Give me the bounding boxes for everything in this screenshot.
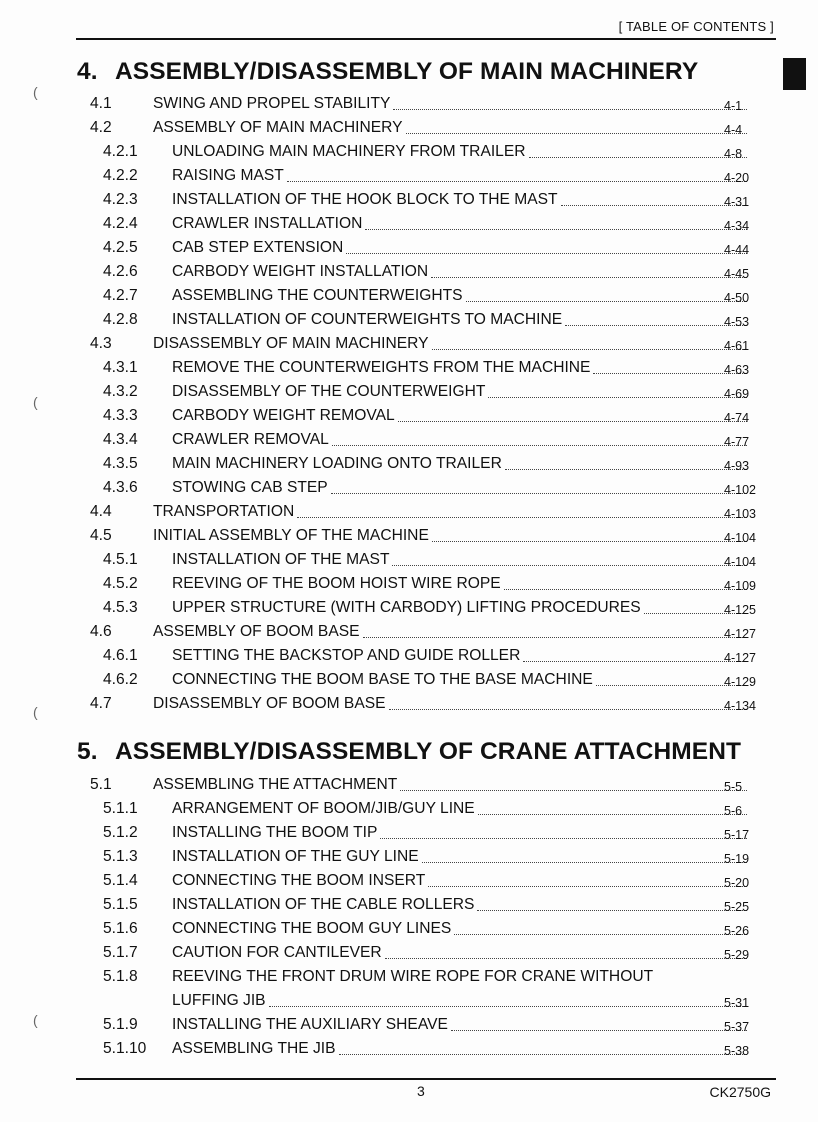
toc-entry-title: CONNECTING THE BOOM GUY LINES bbox=[172, 920, 452, 937]
toc-entry[interactable] bbox=[0, 967, 818, 991]
dot-leader bbox=[561, 204, 747, 206]
toc-entry-page: 4-53 bbox=[724, 315, 750, 329]
toc-entry-title: SETTING THE BACKSTOP AND GUIDE ROLLER bbox=[172, 647, 521, 664]
toc-entry-number: 4.5.3 bbox=[103, 599, 138, 616]
toc-entry-leader bbox=[172, 286, 750, 306]
toc-entry-title: CAUTION FOR CANTILEVER bbox=[172, 944, 382, 961]
toc-entry-title: INSTALLATION OF THE CABLE ROLLERS bbox=[172, 896, 475, 913]
toc-entry-leader bbox=[172, 598, 750, 618]
toc-entry[interactable] bbox=[0, 622, 818, 646]
toc-entry-leader bbox=[172, 799, 750, 819]
toc-entry-leader bbox=[153, 622, 750, 642]
dot-leader bbox=[406, 132, 747, 134]
toc-entry[interactable] bbox=[0, 190, 818, 214]
toc-entry-page: 4-127 bbox=[724, 627, 756, 641]
toc-entry-leader bbox=[172, 142, 750, 162]
toc-entry-number: 4.6 bbox=[90, 623, 112, 640]
toc-entry-number: 4.3.4 bbox=[103, 431, 138, 448]
toc-entry-title: CRAWLER REMOVAL bbox=[172, 431, 329, 448]
dot-leader bbox=[392, 564, 747, 566]
toc-entry-title: RAISING MAST bbox=[172, 167, 284, 184]
toc-entry-leader bbox=[172, 943, 750, 963]
dot-leader bbox=[385, 957, 747, 959]
header-label: [ TABLE OF CONTENTS ] bbox=[618, 19, 774, 34]
dot-leader bbox=[428, 885, 747, 887]
toc-entry[interactable] bbox=[0, 943, 818, 967]
dot-leader bbox=[339, 1053, 748, 1055]
toc-entry-leader bbox=[172, 166, 750, 186]
toc-entry-leader bbox=[172, 991, 750, 1011]
toc-entry-page: 5-37 bbox=[724, 1020, 750, 1034]
model-number: CK2750G bbox=[709, 1084, 771, 1100]
toc-entry-number: 4.1 bbox=[90, 95, 112, 112]
dot-leader bbox=[523, 660, 747, 662]
section-tab-marker bbox=[783, 58, 806, 90]
toc-entry-title: REMOVE THE COUNTERWEIGHTS FROM THE MACHINE bbox=[172, 359, 591, 376]
toc-entry-title: MAIN MACHINERY LOADING ONTO TRAILER bbox=[172, 455, 502, 472]
toc-entry[interactable] bbox=[0, 166, 818, 190]
toc-entry-title: LUFFING JIB bbox=[172, 992, 266, 1009]
dot-leader bbox=[505, 468, 747, 470]
toc-entry-number: 4.5 bbox=[90, 527, 112, 544]
dot-leader bbox=[287, 180, 747, 182]
toc-entry-page: 4-1 bbox=[724, 99, 743, 113]
toc-entry-title: CARBODY WEIGHT INSTALLATION bbox=[172, 263, 429, 280]
binder-hole-mark: ( bbox=[33, 1012, 38, 1028]
chapter-number: 4. bbox=[77, 58, 98, 85]
toc-entry-page: 4-127 bbox=[724, 651, 756, 665]
toc-entry[interactable] bbox=[0, 526, 818, 550]
toc-entry-number: 5.1.9 bbox=[103, 1016, 138, 1033]
binder-hole-mark: ( bbox=[33, 704, 38, 720]
toc-entry-page: 4-104 bbox=[724, 555, 756, 569]
toc-entry-title: DISASSEMBLY OF THE COUNTERWEIGHT bbox=[172, 383, 486, 400]
toc-entry-title: ARRANGEMENT OF BOOM/JIB/GUY LINE bbox=[172, 800, 475, 817]
toc-entry-leader bbox=[172, 646, 750, 666]
toc-entry-number: 4.3.3 bbox=[103, 407, 138, 424]
toc-entry[interactable] bbox=[0, 1039, 818, 1063]
dot-leader bbox=[393, 108, 747, 110]
binder-hole-mark: ( bbox=[33, 394, 38, 410]
toc-entry[interactable] bbox=[0, 430, 818, 454]
toc-entry-leader bbox=[172, 847, 750, 867]
toc-entry-number: 4.6.2 bbox=[103, 671, 138, 688]
binder-hole-mark: ( bbox=[33, 84, 38, 100]
toc-entry-title: TRANSPORTATION bbox=[153, 503, 295, 520]
toc-entry-title: INITIAL ASSEMBLY OF THE MACHINE bbox=[153, 527, 429, 544]
toc-entry-page: 4-61 bbox=[724, 339, 750, 353]
toc-entry-page: 5-29 bbox=[724, 948, 750, 962]
toc-entry-number: 5.1.5 bbox=[103, 896, 138, 913]
toc-entry-number: 4.2.3 bbox=[103, 191, 138, 208]
toc-entry[interactable] bbox=[0, 454, 818, 478]
toc-entry[interactable] bbox=[0, 382, 818, 406]
toc-entry[interactable] bbox=[0, 646, 818, 670]
toc-entry-number: 4.4 bbox=[90, 503, 112, 520]
toc-entry-leader bbox=[172, 406, 750, 426]
toc-entry-number: 4.2.1 bbox=[103, 143, 138, 160]
toc-entry-page: 5-38 bbox=[724, 1044, 750, 1058]
toc-entry[interactable] bbox=[0, 598, 818, 622]
toc-entry-page: 5-25 bbox=[724, 900, 750, 914]
toc-entry[interactable] bbox=[0, 895, 818, 919]
toc-entry-leader bbox=[172, 454, 750, 474]
dot-leader bbox=[389, 708, 747, 710]
toc-entry-number: 5.1.4 bbox=[103, 872, 138, 889]
toc-entry-title: CARBODY WEIGHT REMOVAL bbox=[172, 407, 395, 424]
toc-entry[interactable] bbox=[0, 550, 818, 574]
toc-entry-leader bbox=[172, 919, 750, 939]
chapter-title: ASSEMBLY/DISASSEMBLY OF CRANE ATTACHMENT bbox=[115, 738, 742, 765]
toc-entry-title: CRAWLER INSTALLATION bbox=[172, 215, 363, 232]
dot-leader bbox=[269, 1005, 747, 1007]
dot-leader bbox=[451, 1029, 747, 1031]
toc-entry-title: ASSEMBLING THE JIB bbox=[172, 1040, 336, 1057]
toc-entry-number: 4.3.5 bbox=[103, 455, 138, 472]
dot-leader bbox=[365, 228, 747, 230]
dot-leader bbox=[454, 933, 747, 935]
dot-leader bbox=[478, 813, 747, 815]
toc-entry-title: DISASSEMBLY OF BOOM BASE bbox=[153, 695, 386, 712]
toc-entry[interactable] bbox=[0, 670, 818, 694]
toc-entry-page: 4-31 bbox=[724, 195, 750, 209]
dot-leader bbox=[529, 156, 747, 158]
toc-entry-leader bbox=[172, 871, 750, 891]
toc-entry-number: 4.3.6 bbox=[103, 479, 138, 496]
toc-entry-title: REEVING OF THE BOOM HOIST WIRE ROPE bbox=[172, 575, 501, 592]
toc-entry-number: 4.2.8 bbox=[103, 311, 138, 328]
toc-entry-page: 5-26 bbox=[724, 924, 750, 938]
toc-entry-page: 4-104 bbox=[724, 531, 756, 545]
toc-entry-title: UNLOADING MAIN MACHINERY FROM TRAILER bbox=[172, 143, 526, 160]
dot-leader bbox=[331, 492, 747, 494]
toc-entry-number: 4.6.1 bbox=[103, 647, 138, 664]
page-number: 3 bbox=[417, 1083, 425, 1099]
toc-entry-page: 4-34 bbox=[724, 219, 750, 233]
toc-entry[interactable] bbox=[0, 919, 818, 943]
toc-entry-number: 4.2 bbox=[90, 119, 112, 136]
toc-entry-number: 4.2.6 bbox=[103, 263, 138, 280]
toc-entry-leader bbox=[172, 382, 750, 402]
toc-entry-leader bbox=[172, 238, 750, 258]
toc-entry-number: 4.3 bbox=[90, 335, 112, 352]
toc-entry-number: 5.1.3 bbox=[103, 848, 138, 865]
toc-entry[interactable] bbox=[0, 262, 818, 286]
toc-entry[interactable] bbox=[0, 406, 818, 430]
toc-entry-leader bbox=[153, 118, 750, 138]
dot-leader bbox=[432, 540, 747, 542]
dot-leader bbox=[466, 300, 747, 302]
dot-leader bbox=[398, 420, 747, 422]
toc-entry[interactable] bbox=[0, 799, 818, 823]
toc-entry[interactable] bbox=[0, 238, 818, 262]
toc-entry-number: 4.2.2 bbox=[103, 167, 138, 184]
toc-entry-title: INSTALLATION OF THE GUY LINE bbox=[172, 848, 419, 865]
dot-leader bbox=[488, 396, 747, 398]
toc-entry-page: 4-50 bbox=[724, 291, 750, 305]
footer-rule bbox=[76, 1078, 776, 1080]
toc-entry-title: SWING AND PROPEL STABILITY bbox=[153, 95, 391, 112]
toc-entry-title: ASSEMBLING THE COUNTERWEIGHTS bbox=[172, 287, 463, 304]
toc-entry[interactable] bbox=[0, 94, 818, 118]
dot-leader bbox=[477, 909, 747, 911]
toc-entry-page: 5-6 bbox=[724, 804, 743, 818]
chapter-4-heading bbox=[77, 58, 698, 86]
toc-entry[interactable] bbox=[0, 118, 818, 142]
toc-entry-title: INSTALLING THE BOOM TIP bbox=[172, 824, 378, 841]
toc-entry-page: 5-17 bbox=[724, 828, 750, 842]
chapter-5-heading bbox=[77, 738, 741, 766]
toc-entry-page: 4-109 bbox=[724, 579, 756, 593]
toc-entry-leader bbox=[172, 262, 750, 282]
dot-leader bbox=[363, 636, 747, 638]
dot-leader bbox=[380, 837, 747, 839]
toc-entry-leader bbox=[153, 334, 750, 354]
toc-entry-title: ASSEMBLY OF MAIN MACHINERY bbox=[153, 119, 403, 136]
dot-leader bbox=[431, 276, 747, 278]
toc-entry-leader bbox=[172, 430, 750, 450]
toc-entry[interactable] bbox=[0, 574, 818, 598]
toc-entry-title: CAB STEP EXTENSION bbox=[172, 239, 344, 256]
toc-entry[interactable] bbox=[0, 871, 818, 895]
toc-entry-number: 5.1.1 bbox=[103, 800, 138, 817]
toc-entry-title: INSTALLING THE AUXILIARY SHEAVE bbox=[172, 1016, 448, 1033]
toc-entry[interactable] bbox=[0, 358, 818, 382]
toc-entry-page: 4-125 bbox=[724, 603, 756, 617]
toc-entry[interactable] bbox=[0, 142, 818, 166]
toc-entry-number: 4.3.1 bbox=[103, 359, 138, 376]
toc-entry-page: 4-74 bbox=[724, 411, 750, 425]
toc-entry-number: 4.2.4 bbox=[103, 215, 138, 232]
toc-entry[interactable] bbox=[0, 847, 818, 871]
toc-entry-title: CONNECTING THE BOOM BASE TO THE BASE MACHINE bbox=[172, 671, 593, 688]
toc-entry-title: INSTALLATION OF THE MAST bbox=[172, 551, 390, 568]
chapter-title: ASSEMBLY/DISASSEMBLY OF MAIN MACHINERY bbox=[115, 58, 699, 85]
toc-entry-leader bbox=[172, 574, 750, 594]
toc-entry-page: 4-103 bbox=[724, 507, 756, 521]
toc-entry-number: 4.5.2 bbox=[103, 575, 138, 592]
toc-entry[interactable] bbox=[0, 214, 818, 238]
dot-leader bbox=[332, 444, 747, 446]
toc-entry-page: 4-69 bbox=[724, 387, 750, 401]
toc-entry-leader bbox=[172, 550, 750, 570]
toc-entry-title: CONNECTING THE BOOM INSERT bbox=[172, 872, 426, 889]
toc-entry[interactable] bbox=[0, 694, 818, 718]
toc-entry-leader bbox=[172, 310, 750, 330]
toc-entry[interactable] bbox=[0, 1015, 818, 1039]
toc-entry[interactable] bbox=[0, 310, 818, 334]
toc-entry-page: 4-8 bbox=[724, 147, 743, 161]
toc-entry-leader bbox=[172, 823, 750, 843]
header-rule bbox=[76, 38, 776, 40]
toc-entry-leader bbox=[153, 526, 750, 546]
toc-entry[interactable] bbox=[0, 334, 818, 358]
dot-leader bbox=[346, 252, 747, 254]
toc-entry-title: ASSEMBLY OF BOOM BASE bbox=[153, 623, 360, 640]
toc-entry-page: 5-31 bbox=[724, 996, 750, 1010]
toc-entry[interactable] bbox=[0, 823, 818, 847]
dot-leader bbox=[297, 516, 747, 518]
toc-entry[interactable] bbox=[0, 991, 818, 1015]
toc-entry[interactable] bbox=[0, 478, 818, 502]
toc-entry-page: 4-20 bbox=[724, 171, 750, 185]
toc-entry-number: 5.1.8 bbox=[103, 968, 138, 985]
toc-entry-number: 4.7 bbox=[90, 695, 112, 712]
toc-entry[interactable] bbox=[0, 775, 818, 799]
toc-entry-page: 4-4 bbox=[724, 123, 743, 137]
toc-entry-leader bbox=[153, 775, 750, 795]
toc-entry-title: STOWING CAB STEP bbox=[172, 479, 328, 496]
toc-entry-leader bbox=[153, 502, 750, 522]
toc-entry-title: REEVING THE FRONT DRUM WIRE ROPE FOR CRANE WITHOUT bbox=[172, 968, 654, 985]
toc-entry-leader bbox=[172, 895, 750, 915]
toc-entry-leader bbox=[172, 190, 750, 210]
toc-entry-number: 5.1 bbox=[90, 776, 112, 793]
toc-entry-title: INSTALLATION OF COUNTERWEIGHTS TO MACHINE bbox=[172, 311, 563, 328]
toc-entry-page: 4-93 bbox=[724, 459, 750, 473]
toc-entry-title: UPPER STRUCTURE (WITH CARBODY) LIFTING PROCEDURES bbox=[172, 599, 641, 616]
toc-entry-page: 5-19 bbox=[724, 852, 750, 866]
toc-entry-title: INSTALLATION OF THE HOOK BLOCK TO THE MAST bbox=[172, 191, 558, 208]
dot-leader bbox=[565, 324, 747, 326]
toc-entry-page: 5-20 bbox=[724, 876, 750, 890]
dot-leader bbox=[504, 588, 747, 590]
toc-entry-leader bbox=[172, 1039, 750, 1059]
dot-leader bbox=[432, 348, 747, 350]
toc-entry-leader bbox=[172, 478, 750, 498]
toc-entry-number: 5.1.7 bbox=[103, 944, 138, 961]
dot-leader bbox=[422, 861, 747, 863]
toc-entry[interactable] bbox=[0, 502, 818, 526]
toc-entry-leader bbox=[172, 1015, 750, 1035]
toc-entry-number: 4.3.2 bbox=[103, 383, 138, 400]
toc-entry-page: 4-63 bbox=[724, 363, 750, 377]
toc-entry-page: 4-129 bbox=[724, 675, 756, 689]
toc-entry[interactable] bbox=[0, 286, 818, 310]
toc-entry-number: 4.2.7 bbox=[103, 287, 138, 304]
toc-entry-page: 4-134 bbox=[724, 699, 756, 713]
toc-entry-number: 4.5.1 bbox=[103, 551, 138, 568]
dot-leader bbox=[400, 789, 747, 791]
toc-entry-page: 4-77 bbox=[724, 435, 750, 449]
toc-entry-page: 4-45 bbox=[724, 267, 750, 281]
toc-entry-leader bbox=[172, 214, 750, 234]
toc-entry-number: 5.1.6 bbox=[103, 920, 138, 937]
toc-entry-number: 5.1.2 bbox=[103, 824, 138, 841]
toc-entry-number: 4.2.5 bbox=[103, 239, 138, 256]
toc-entry-title: ASSEMBLING THE ATTACHMENT bbox=[153, 776, 398, 793]
toc-entry-page: 5-5 bbox=[724, 780, 743, 794]
toc-entry-number: 5.1.10 bbox=[103, 1040, 147, 1057]
chapter-number: 5. bbox=[77, 738, 98, 765]
toc-entry-leader bbox=[172, 358, 750, 378]
toc-entry-title: DISASSEMBLY OF MAIN MACHINERY bbox=[153, 335, 429, 352]
toc-entry-page: 4-102 bbox=[724, 483, 756, 497]
toc-entry-page: 4-44 bbox=[724, 243, 750, 257]
toc-entry-leader bbox=[153, 694, 750, 714]
toc-entry-leader bbox=[153, 94, 750, 114]
toc-entry-leader bbox=[172, 670, 750, 690]
